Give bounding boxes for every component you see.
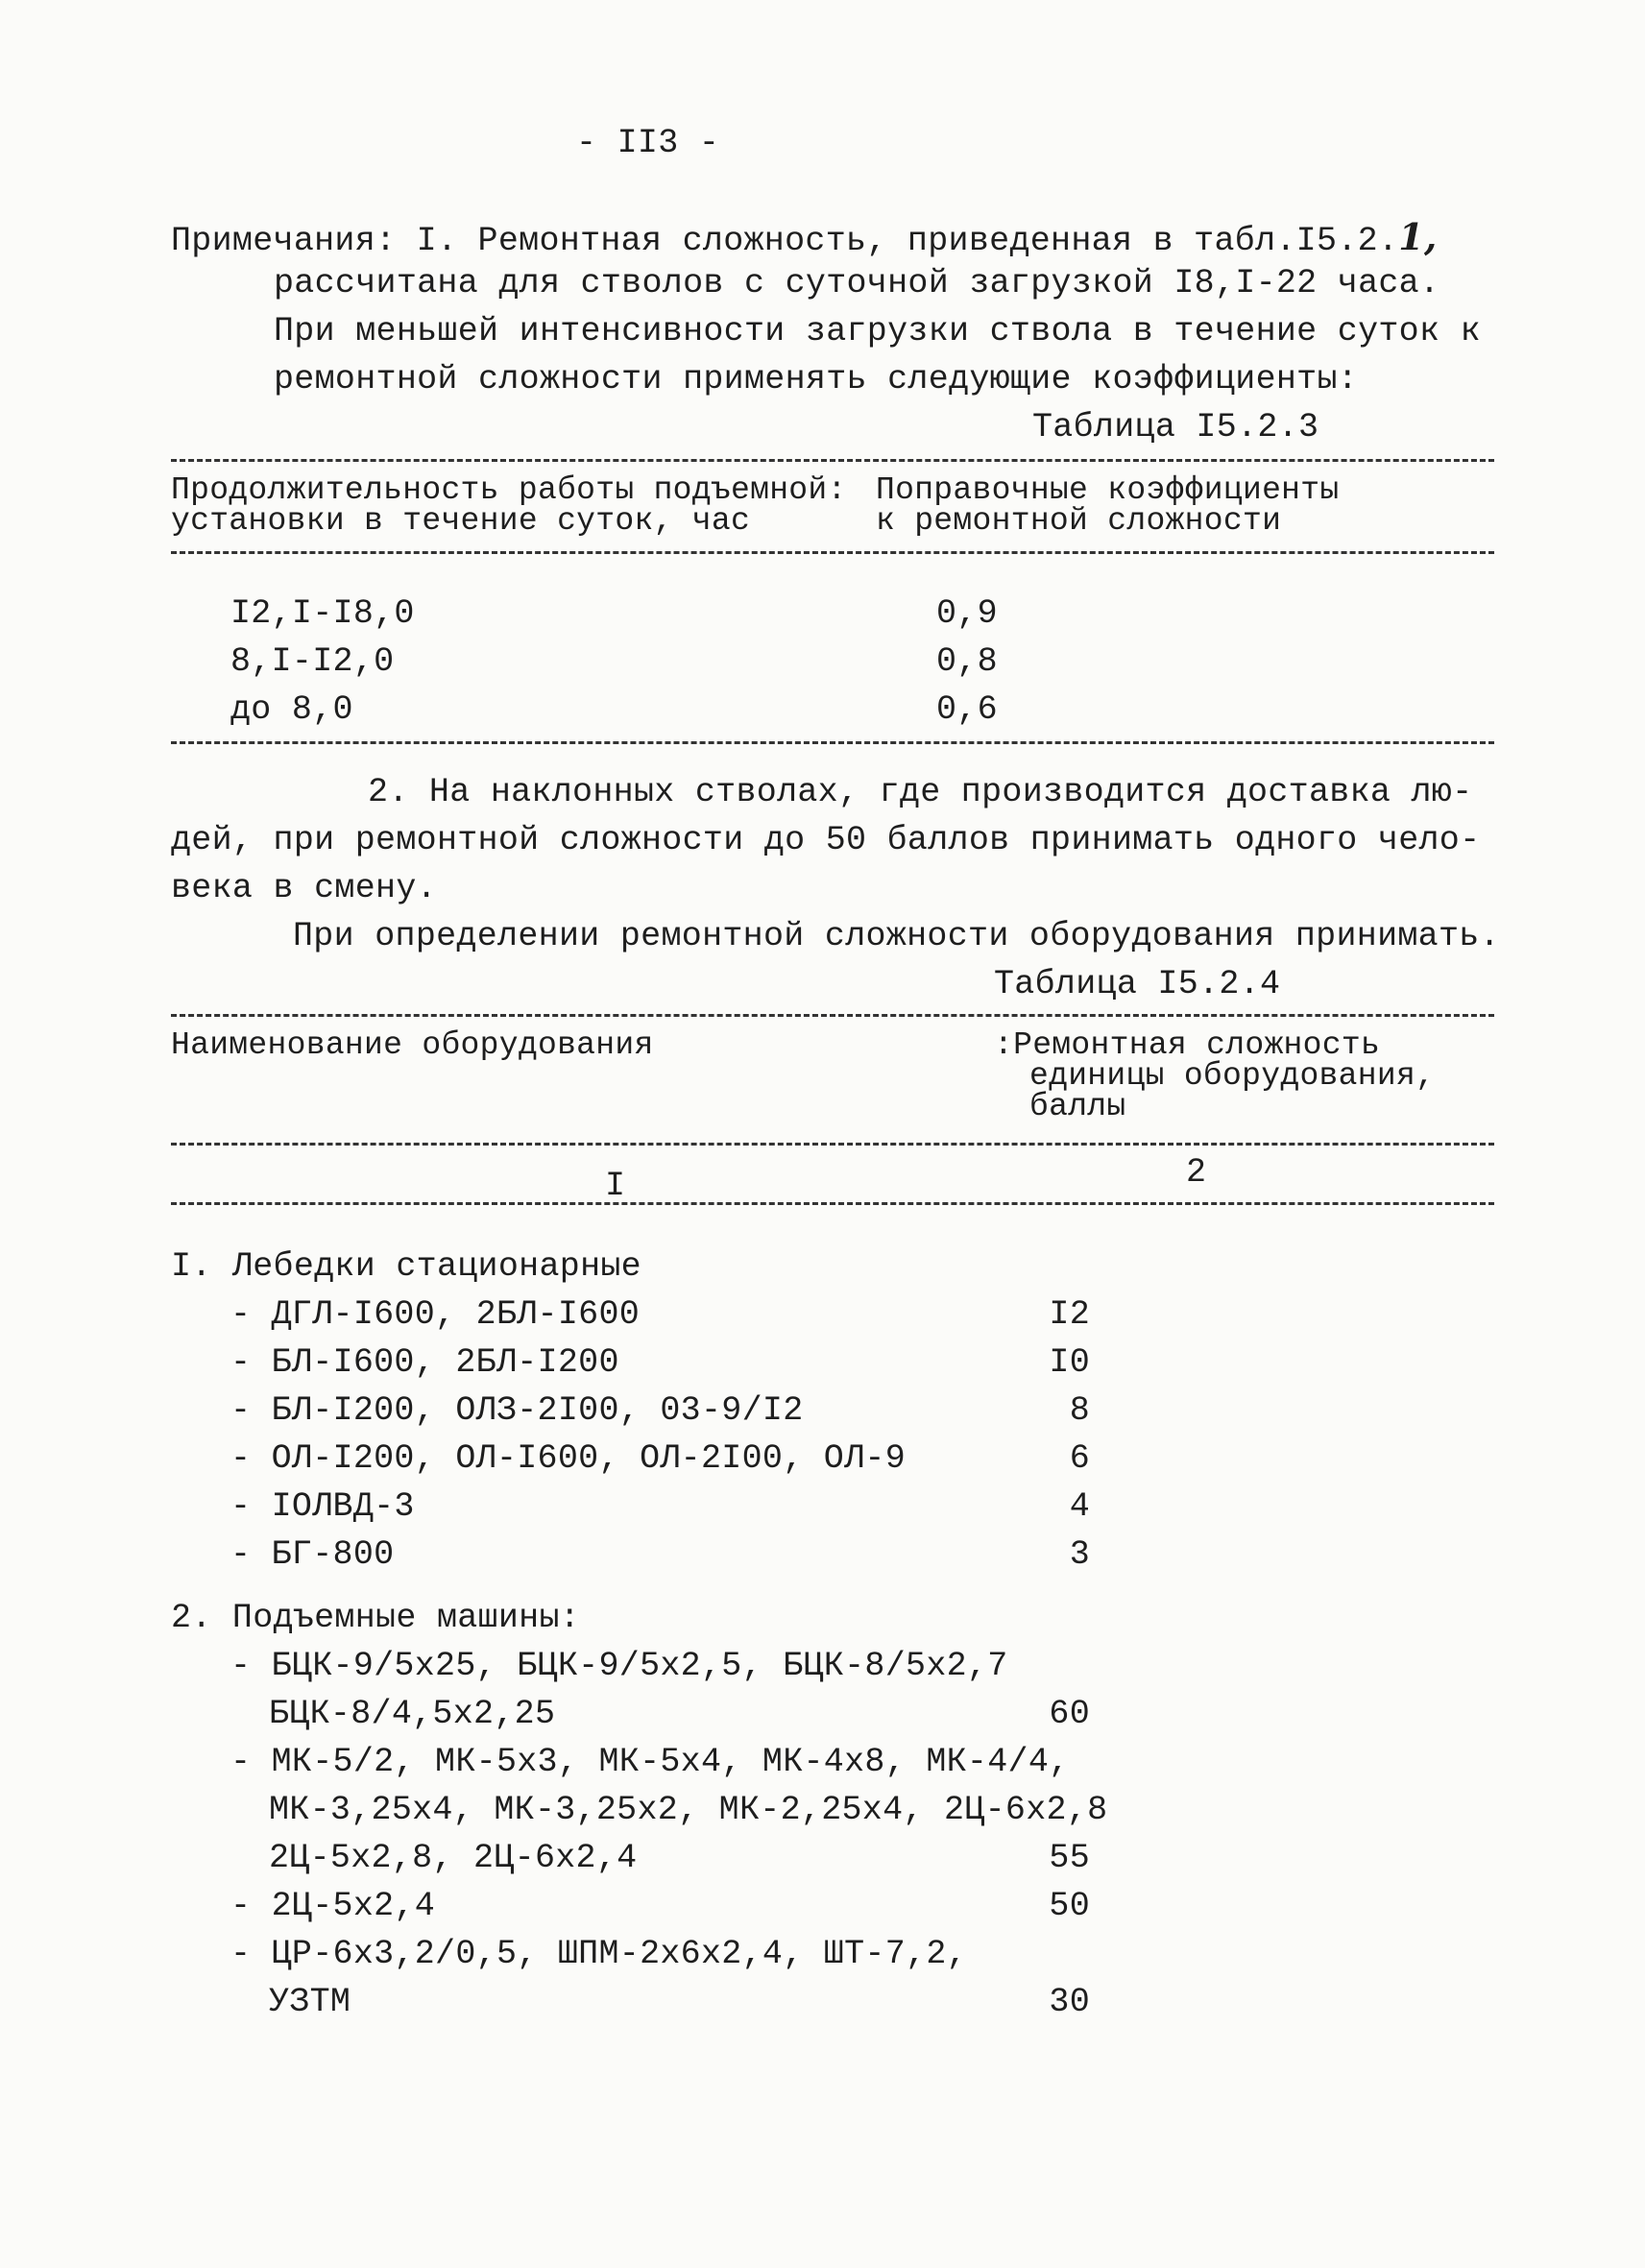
handwritten-mark: 1,	[1398, 215, 1438, 258]
table4-header-right-1: :Ремонтная сложность	[994, 1027, 1381, 1063]
group1-item-1-value: I2	[1049, 1295, 1090, 1334]
table3-header-left-2: установки в течение суток, час	[171, 503, 751, 539]
table4-colnum-1: I	[605, 1167, 626, 1205]
table3-header-right-2: к ремонтной сложности	[876, 503, 1282, 539]
note2-line3: века в смену.	[171, 869, 437, 907]
table4-colnum-2: 2	[1186, 1153, 1207, 1192]
group2-item-1-line2: БЦК-8/4,5х2,25	[269, 1695, 556, 1733]
group1-item-4-value: 6	[1069, 1439, 1090, 1478]
table3-header-left-1: Продолжительность работы подъемной:	[171, 472, 847, 508]
note2-line1: 2. На наклонных стволах, где производится доставка лю-	[368, 773, 1473, 811]
table3-rule-top	[171, 459, 1494, 462]
note1-line1	[171, 215, 1438, 260]
group2-item-2-line3: 2Ц-5х2,8, 2Ц-6х2,4	[269, 1839, 638, 1877]
table4-rule-header	[171, 1143, 1494, 1146]
group1-item-3-name: - БЛ-I200, ОЛЗ-2I00, 03-9/I2	[230, 1391, 804, 1430]
group2-item-1-line1: - БЦК-9/5х25, БЦК-9/5х2,5, БЦК-8/5х2,7	[230, 1647, 1008, 1685]
group2-item-2-value: 55	[1049, 1839, 1090, 1877]
table4-header-left: Наименование оборудования	[171, 1027, 654, 1063]
group2-item-4-value: 30	[1049, 1983, 1090, 2021]
table4-rule-colnums	[171, 1202, 1494, 1205]
table3-caption: Таблица I5.2.3	[1032, 408, 1319, 446]
group2-item-3-line1: - 2Ц-5х2,4	[230, 1887, 436, 1925]
group2-title: 2. Подъемные машины:	[171, 1599, 581, 1637]
group2-item-2-line2: МК-3,25х4, МК-3,25х2, МК-2,25х4, 2Ц-6х2,8	[269, 1791, 1108, 1829]
table3-header-right-1: Поправочные коэффициенты	[876, 472, 1340, 508]
table3-row-2-hours: 8,I-I2,0	[230, 642, 395, 681]
table3-row-2-coef: 0,8	[936, 642, 998, 681]
group2-item-4-line1: - ЦР-6х3,2/0,5, ШПМ-2х6х2,4, ШТ-7,2,	[230, 1935, 967, 1973]
group2-item-2-line1: - МК-5/2, МК-5х3, МК-5х4, МК-4х8, МК-4/4,	[230, 1743, 1070, 1781]
group1-title: I. Лебедки стационарные	[171, 1247, 641, 1286]
group1-item-2-value: I0	[1049, 1343, 1090, 1382]
table3-row-3-hours: до 8,0	[230, 690, 353, 729]
page-number: - II3 -	[576, 124, 720, 162]
note2-line4: При определении ремонтной сложности оборудования принимать.	[293, 917, 1500, 955]
table3-row-1-hours: I2,I-I8,0	[230, 594, 415, 633]
table3-row-1-coef: 0,9	[936, 594, 998, 633]
group2-item-1-value: 60	[1049, 1695, 1090, 1733]
group1-item-1-name: - ДГЛ-I600, 2БЛ-I600	[230, 1295, 641, 1334]
table4-rule-top	[171, 1014, 1494, 1017]
table3-row-3-coef: 0,6	[936, 690, 998, 729]
group1-item-5-value: 4	[1069, 1487, 1090, 1526]
table3-rule-header	[171, 551, 1494, 554]
group2-item-4-line2: УЗТМ	[269, 1983, 351, 2021]
note1-line2: рассчитана для стволов с суточной загрузкой I8,I-22 часа.	[274, 264, 1440, 302]
note1-line3: При меньшей интенсивности загрузки ствола в течение суток к	[274, 312, 1481, 350]
note2-line2: дей, при ремонтной сложности до 50 баллов принимать одного чело-	[171, 821, 1481, 859]
group1-item-6-name: - БГ-800	[230, 1535, 395, 1574]
group1-item-5-name: - IОЛВД-3	[230, 1487, 415, 1526]
group2-item-3-value: 50	[1049, 1887, 1090, 1925]
table4-header-right-3: баллы	[1029, 1089, 1126, 1124]
group1-item-4-name: - ОЛ-I200, ОЛ-I600, ОЛ-2I00, ОЛ-9	[230, 1439, 907, 1478]
table4-header-right-2: единицы оборудования,	[1029, 1058, 1436, 1094]
table3-rule-bottom	[171, 741, 1494, 744]
group1-item-2-name: - БЛ-I600, 2БЛ-I200	[230, 1343, 619, 1382]
group1-item-3-value: 8	[1069, 1391, 1090, 1430]
note1-line1-text: Примечания: I. Ремонтная сложность, приведенная в табл.I5.2.	[171, 222, 1399, 260]
note1-line4: ремонтной сложности применять следующие коэффициенты:	[274, 360, 1359, 398]
group1-item-6-value: 3	[1069, 1535, 1090, 1574]
table4-caption: Таблица I5.2.4	[994, 965, 1281, 1003]
